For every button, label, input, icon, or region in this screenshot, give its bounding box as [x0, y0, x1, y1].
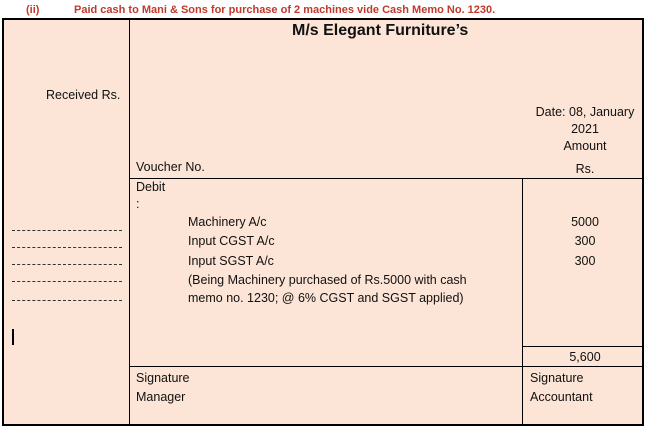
- debit-label: Debit: [136, 180, 166, 194]
- signature-right-2: Accountant: [530, 390, 593, 404]
- stub-line-1: [12, 230, 122, 231]
- entry-amount-2: 300: [574, 234, 596, 248]
- text-cursor: [12, 329, 14, 345]
- amount-label: Amount: [563, 139, 607, 153]
- total-top-line: [522, 346, 642, 347]
- entry-account-1: Machinery A/c: [188, 215, 267, 229]
- transaction-number: (ii): [26, 4, 40, 16]
- signature-divider: [129, 366, 642, 367]
- narration-line-1: (Being Machinery purchased of Rs.5000 with cash: [188, 273, 467, 287]
- stub-line-5: [12, 300, 122, 301]
- header-divider: [129, 178, 642, 179]
- signature-left-1: Signature: [136, 371, 190, 385]
- voucher-date: [530, 104, 640, 155]
- narration-line-2: memo no. 1230; @ 6% CGST and SGST applied): [188, 291, 464, 305]
- date-line-1: Date: 08, January: [535, 105, 635, 119]
- transaction-text: Paid cash to Mani & Sons for purchase of 2 machines vide Cash Memo No. 1230.: [74, 4, 496, 16]
- stub-line-3: [12, 264, 122, 265]
- total-amount: 5,600: [569, 350, 601, 364]
- stub-divider: [129, 20, 130, 424]
- stub-line-2: [12, 247, 122, 248]
- voucher-no-label: Voucher No.: [136, 160, 205, 174]
- signature-right-1: Signature: [530, 371, 584, 385]
- entry-account-3: Input SGST A/c: [188, 254, 274, 268]
- debit-colon: :: [136, 197, 140, 211]
- voucher-form: [2, 18, 644, 426]
- company-name: M/s Elegant Furniture’s: [292, 22, 469, 39]
- stub-line-4: [12, 281, 122, 282]
- transaction-header: [0, 0, 650, 18]
- received-label: Received Rs.: [46, 88, 121, 102]
- entry-account-2: Input CGST A/c: [188, 234, 275, 248]
- entry-amount-3: 300: [574, 254, 596, 268]
- amount-unit: Rs.: [575, 162, 595, 176]
- amount-column-divider: [522, 178, 523, 424]
- date-line-2: 2021: [571, 122, 599, 136]
- entry-amount-1: 5000: [571, 215, 599, 229]
- signature-left-2: Manager: [136, 390, 186, 404]
